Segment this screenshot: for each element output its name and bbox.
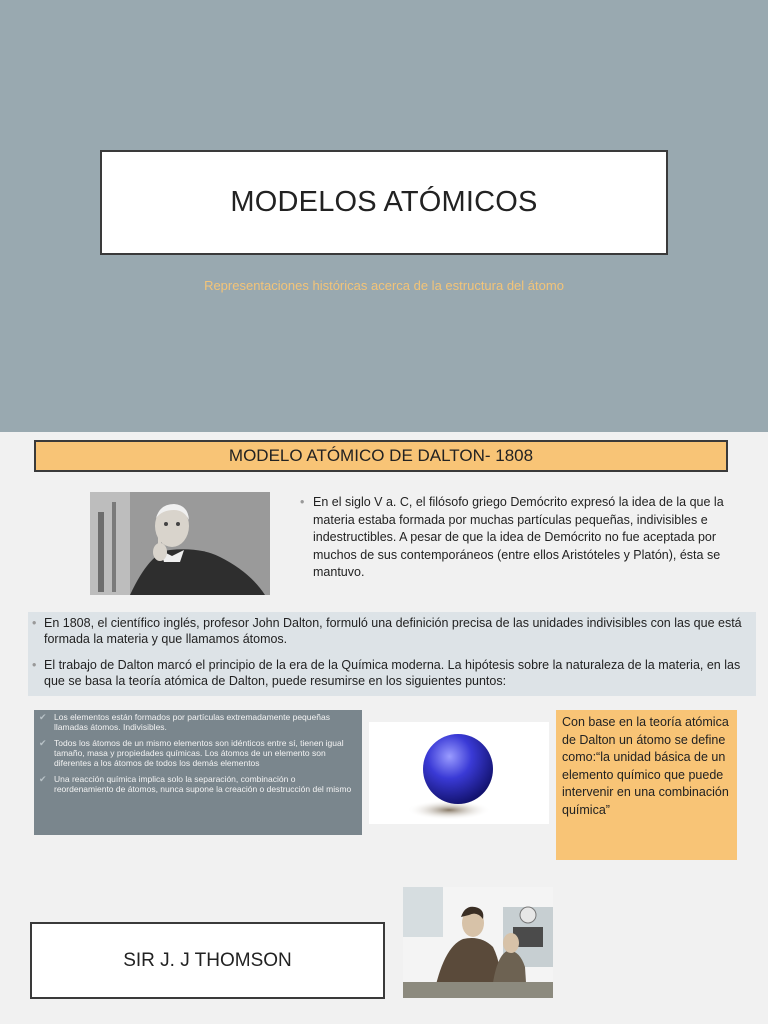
- sphere-illustration: [369, 722, 549, 824]
- democritus-text: En el siglo V a. C, el filósofo griego Demócrito expresó la idea de la que la materia estaba formada por muchas partículas pequeñas, indivisibles e indestructibles. A pesar de que la idea de Demócrito no fue aceptada por muchos de sus contemporáneos (entre ellos Aristóteles y Platón), ésta se mantuvo.: [313, 495, 724, 579]
- definition-box: [556, 710, 737, 860]
- band-item-text: En 1808, el científico inglés, profesor John Dalton, formuló una definición precisa de las unidades indivisibles con las que está formada la materia y que llamamos átomos.: [44, 616, 742, 646]
- dalton-header: MODELO ATÓMICO DE DALTON- 1808: [228, 446, 534, 465]
- dalton-sphere-image: [369, 722, 549, 824]
- thomson-title-box: [30, 922, 385, 999]
- band-item: [28, 657, 756, 689]
- postulate-text: Los elementos están formados por partículas extremadamente pequeñas llamadas átomos. Indivisibles.: [54, 712, 330, 732]
- thomson-title: SIR J. J THOMSON: [123, 949, 292, 971]
- portrait-illustration: [90, 492, 270, 595]
- democritus-bullet: [300, 494, 748, 582]
- dalton-slide: [0, 432, 768, 1024]
- slide-title: MODELOS ATÓMICOS: [230, 186, 538, 218]
- title-box: [100, 150, 668, 255]
- postulate-item: [39, 774, 354, 794]
- slide-subtitle: Representaciones históricas acerca de la estructura del átomo: [204, 278, 564, 293]
- title-slide: [0, 0, 768, 432]
- lab-illustration: [403, 887, 553, 998]
- bullet-dot-icon: •: [300, 495, 305, 509]
- dalton-info-band: [28, 612, 756, 696]
- definition-text: Con base en la teoría atómica de Dalton un átomo se define como:“la unidad básica de un elemento químico que puede intervenir en una combinación química”: [562, 715, 729, 817]
- postulate-item: [39, 712, 354, 732]
- thomson-lab-image: [403, 887, 553, 998]
- band-item-text: El trabajo de Dalton marcó el principio de la era de la Química moderna. La hipótesis sobre la naturaleza de la materia, en las que se basa la teoría atómica de Dalton, puede resumirse en los siguientes puntos:: [44, 658, 741, 688]
- check-icon: ✔: [39, 774, 47, 784]
- band-item: [28, 615, 756, 647]
- postulate-item: [39, 738, 354, 768]
- postulate-text: Todos los átomos de un mismo elementos son idénticos entre sí, tienen igual tamaño, masa y propiedades químicas. Los átomos de un elemento son diferentes a los átomos de todos los demás elementos: [54, 738, 344, 768]
- postulates-box: [34, 710, 362, 835]
- dalton-header-box: [34, 440, 728, 472]
- check-icon: ✔: [39, 738, 47, 748]
- bullet-dot-icon: •: [32, 616, 37, 630]
- dalton-portrait-image: [90, 492, 270, 595]
- bullet-dot-icon: •: [32, 658, 37, 672]
- check-icon: ✔: [39, 712, 47, 722]
- postulate-text: Una reacción química implica solo la separación, combinación o reordenamiento de átomos, nunca supone la creación o destrucción del mismo: [54, 774, 352, 794]
